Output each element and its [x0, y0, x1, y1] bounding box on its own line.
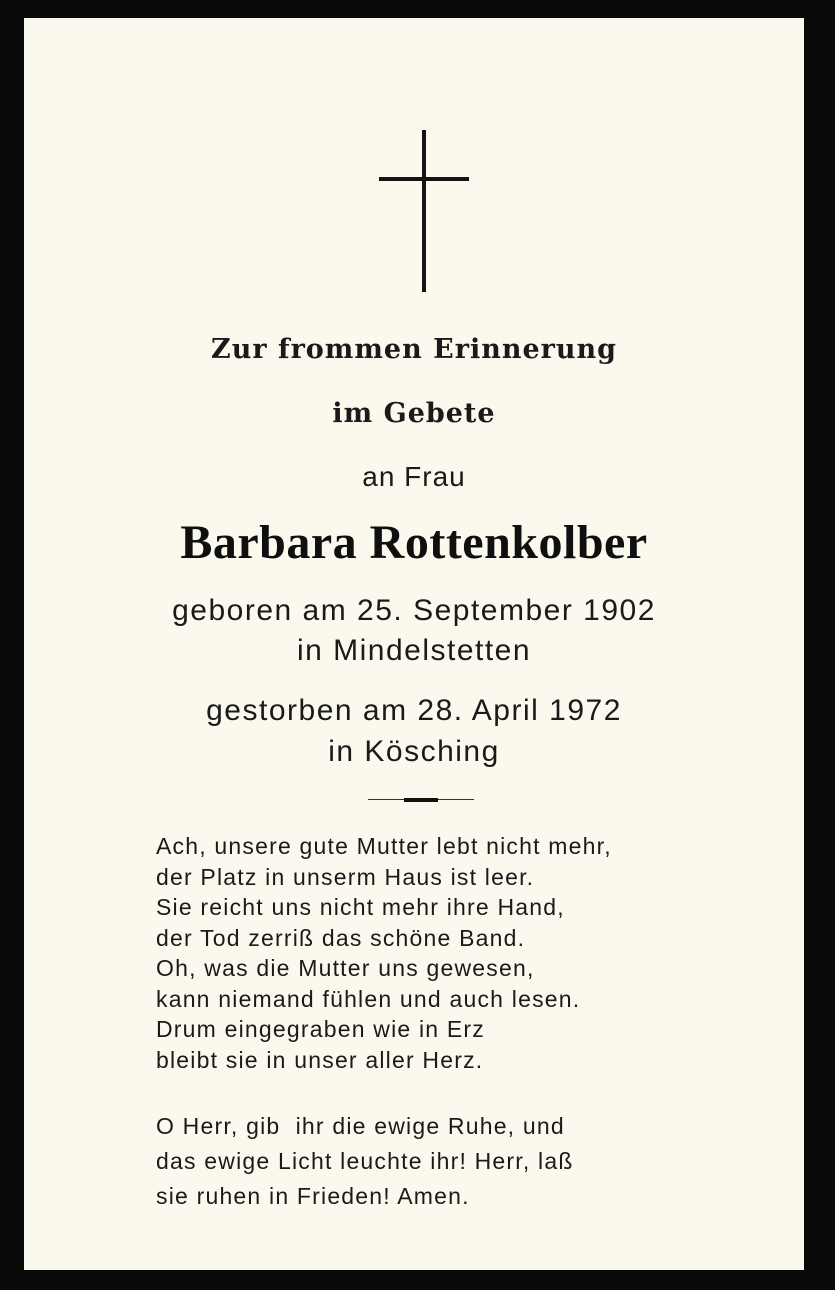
- card-paper: [24, 18, 804, 1270]
- heading-line-1: Zur frommen Erinnerung: [210, 334, 618, 365]
- poem-line: Ach, unsere gute Mutter lebt nicht mehr,: [156, 833, 612, 859]
- heading-line-3: an Frau: [362, 461, 466, 492]
- poem-line: kann niemand fühlen und auch lesen.: [156, 985, 581, 1012]
- poem-line: bleibt sie in unser aller Herz.: [156, 1046, 484, 1073]
- prayer-line: O Herr, gib ihr die ewige Ruhe, und: [156, 1113, 565, 1139]
- birth-place: in Mindelstetten: [296, 634, 532, 667]
- divider: [368, 798, 474, 802]
- death-date: gestorben am 28. April 1972: [206, 694, 622, 727]
- poem-line: der Platz in unserm Haus ist leer.: [156, 863, 535, 890]
- prayer: [156, 1109, 756, 1214]
- prayer-line: das ewige Licht leuchte ihr! Herr, laß: [156, 1148, 574, 1174]
- poem-line: Oh, was die Mutter uns gewesen,: [156, 955, 535, 981]
- cross-icon: [379, 130, 469, 292]
- death-place: in Kösching: [328, 735, 500, 768]
- birth-date: geboren am 25. September 1902: [172, 594, 656, 627]
- poem-line: Drum eingegraben wie in Erz: [156, 1016, 485, 1042]
- poem-line: Sie reicht uns nicht mehr ihre Hand,: [156, 894, 565, 920]
- poem-line: der Tod zerriß das schöne Band.: [156, 924, 526, 951]
- heading-line-2: im Gebete: [332, 398, 496, 429]
- poem: [156, 831, 756, 1075]
- deceased-name: Barbara Rottenkolber: [180, 516, 648, 569]
- prayer-line: sie ruhen in Frieden! Amen.: [156, 1183, 470, 1209]
